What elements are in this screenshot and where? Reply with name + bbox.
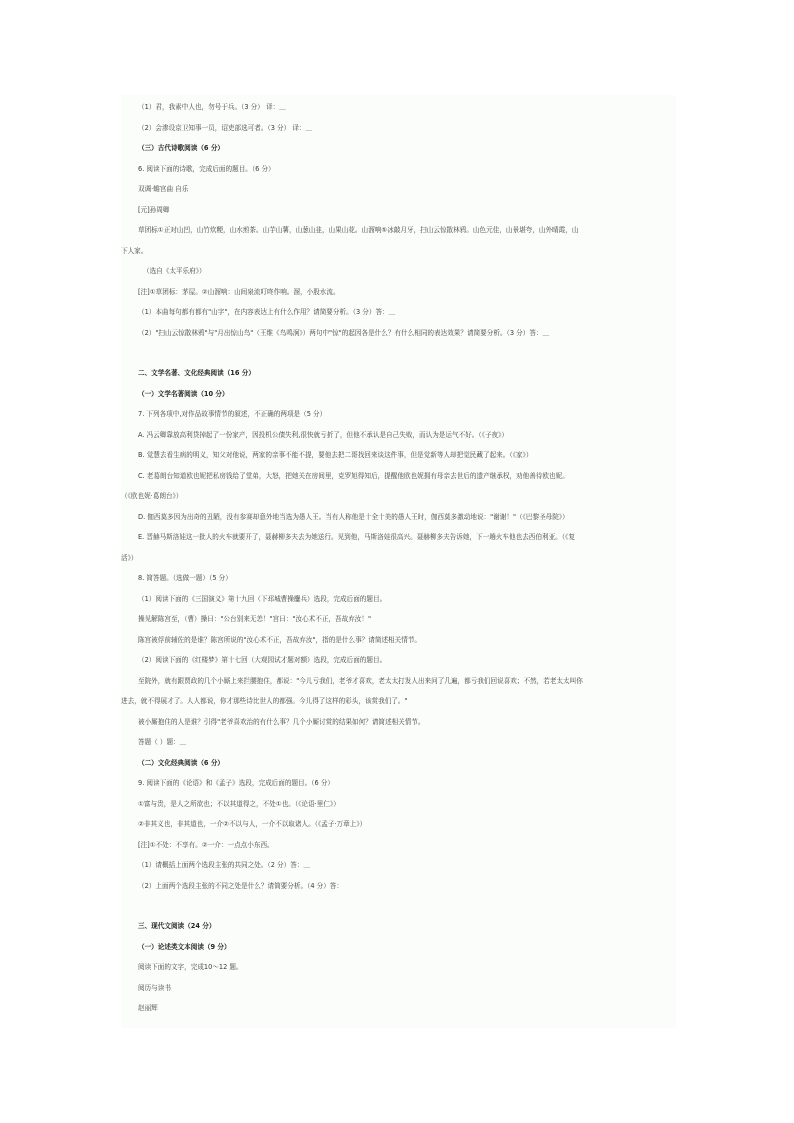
question-8-2-excerpt-continued — [121, 696, 676, 706]
translation-question-1 — [121, 102, 676, 112]
subsection-heading-classics — [121, 758, 676, 768]
line-text: D. 伽西莫多因为出奇的丑陋，没有参赛却意外地当选为愚人王。当有人称他是十全十美的愚人王时，伽西莫多激动地说："谢谢！"（《巴黎圣母院》） — [138, 513, 569, 521]
line-text: 二、文学名著、文化经典阅读（16 分） — [138, 369, 255, 377]
poem-notes — [121, 287, 676, 297]
option-c-continued — [121, 491, 676, 501]
line-text: 被小厮抱住的人是谁？引得"老爷喜欢治的有什么事？几个小厮讨赏的结果如何？请简述相关情节。 — [138, 718, 425, 726]
line-text: [注]①不处：不享有。②一介：一点点小东西。 — [138, 841, 274, 849]
line-text: ②非其义也，非其道也，一介②不以与人，一介不以取诸人。（《孟子·万章上》） — [138, 820, 367, 828]
line-text: 9. 阅读下面的《论语》和《孟子》选段，完成后面的题目。（6 分） — [138, 779, 335, 787]
excerpt-lunyu — [121, 799, 676, 809]
line-text: （1）本曲每句都有都有"山字"，在内容表达上有什么作用？请简要分析。（3 分）答：＿ — [138, 308, 396, 316]
line-text: （一）论述类文本阅读（9 分） — [138, 943, 231, 951]
question-8-1-prompt — [121, 594, 676, 604]
line-text: （1）请概括上面两个选段主张的共同之处。（2 分）答：＿ — [138, 861, 311, 869]
line-text: 陈宫被俘前辅佐的是谁？陈宫所说的"汝心术不正，吾故弃汝"，指的是什么事？请简述相关情节。 — [138, 636, 422, 644]
document-page — [121, 95, 676, 1028]
question-8-1-excerpt — [121, 614, 676, 624]
section-heading-poetry — [121, 143, 676, 153]
question-6-1 — [121, 307, 676, 317]
line-text: （三）古代诗歌阅读（6 分） — [138, 144, 225, 152]
line-text: 答题（ ）题：＿ — [138, 738, 187, 746]
translation-question-2 — [121, 123, 676, 133]
line-text: 阅历与读书 — [138, 984, 171, 992]
line-text: A. 冯云卿靠放高利贷掉起了一份家产，因投机公债失利,很快就亏折了，但他不承认是自己失败，而认为是运气不好。（《子夜》） — [138, 431, 509, 439]
poem-source — [121, 266, 676, 276]
line-text: （2）"扫山云惊散林鸦"与"月出惊山鸟"（王维《鸟鸣涧》）两句中"惊"的起因各是什么？有什么相同的表达效果？请简要分析。（3 分）答：＿ — [138, 329, 550, 337]
line-text: （二）文化经典阅读（6 分） — [138, 759, 225, 767]
article-author — [121, 1003, 676, 1013]
line-text: 活》） — [121, 554, 138, 562]
option-c — [121, 471, 676, 481]
line-text: 双调·蟾宫曲 自乐 — [138, 185, 189, 193]
option-d — [121, 512, 676, 522]
question-6-2 — [121, 328, 676, 338]
question-8-2-ask — [121, 717, 676, 727]
subsection-heading-argumentative — [121, 942, 676, 952]
poem-body-continued — [121, 246, 676, 256]
line-text: （2）上面两个选段主张的不同之处是什么？请简要分析。（4 分）答： — [138, 882, 343, 890]
line-text: 操见解陈宫至，（曹）操曰："公台别来无恙！"宫曰："汝心术不正，吾故弃汝！" — [138, 615, 372, 623]
question-8-2-excerpt — [121, 676, 676, 686]
line-text: [元]孙周卿 — [138, 206, 170, 214]
question-7-prompt — [121, 409, 676, 419]
line-text: E. 晋赫马斯洛娃这一批人的火车就要开了，聂赫柳多夫去为她送行。见到他，马斯洛娃很高兴。聂赫柳多夫告诉她，下一趟火车他也去西伯利亚。（《复 — [138, 533, 575, 541]
excerpt-mengzi — [121, 819, 676, 829]
line-text: （选自《太平乐府》） — [143, 267, 206, 275]
poem-title — [121, 184, 676, 194]
option-e — [121, 532, 676, 542]
line-text: 赵丽辉 — [138, 1004, 158, 1012]
line-text: 草团标①正对山凹，山竹炊粳，山水煎茶。山芋山薯，山葱山韭，山果山花。山溜响⑤冰敲月牙，扫山云惊散林鸦。山色元佳，山景堪夸，山外晴霞，山 — [138, 226, 579, 234]
article-title — [121, 983, 676, 993]
question-8-answer-line — [121, 737, 676, 747]
option-e-continued — [121, 553, 676, 563]
question-9-prompt — [121, 778, 676, 788]
section-heading-literature — [121, 368, 676, 378]
line-text: 至院外，就有跟贾政的几个小厮上来拦腰抱住，都说："今儿亏我们，老爷才喜欢，老太太打发人出来问了几遍，都亏我们回说喜欢；不然，若老太太叫你 — [138, 677, 583, 685]
line-text: [注]①草团标：茅屋。②山溜响：山间泉流叮咚作响。溜，小股水流。 — [138, 288, 340, 296]
excerpt-notes — [121, 840, 676, 850]
line-text: 7. 下列各项中,对作品故事情节的叙述，不正确的两项是（5 分） — [138, 410, 327, 418]
line-text: 8. 简答题。（选做一题）（5 分） — [138, 574, 232, 582]
line-text: 阅读下面的文字，完成10～12 题。 — [138, 963, 243, 971]
line-text: C. 老葛朗台知道欧也妮把私房钱给了堂弟，大怒，把她关在房间里，克罗旭得知后，提醒他欧也妮拥有母亲去世后的遗产继承权，劝他善待欧也妮。 — [138, 472, 569, 480]
line-text: （1）阅读下面的《三国演义》第十九回（下邳城曹操鏖兵）选段，完成后面的题目。 — [138, 595, 387, 603]
question-8-prompt — [121, 573, 676, 583]
line-text: （一）文学名著阅读（10 分） — [138, 390, 229, 398]
option-a — [121, 430, 676, 440]
question-8-1-ask — [121, 635, 676, 645]
line-text: （1）君，我素中人也，勿号于兵。（3 分） 译：＿ — [138, 103, 286, 111]
section-heading-modern-reading — [121, 921, 676, 931]
line-text: 6. 阅读下面的诗歌，完成后面的题目。（6 分） — [138, 165, 275, 173]
line-text: （2）会渗设京卫知事一员，诏吏部选可者。（3 分） 译：＿ — [138, 124, 313, 132]
subsection-heading-masterpieces — [121, 389, 676, 399]
question-9-2 — [121, 881, 676, 891]
line-text: 三、现代文阅读（24 分） — [138, 922, 216, 930]
line-text: （2）阅读下面的《红楼梦》第十七回（大观园试才题对额）选段，完成后面的题目。 — [138, 656, 387, 664]
reading-instruction — [121, 962, 676, 972]
line-text: ①富与贵，是人之所欲也；不以其道得之，不处①也。（《论语·里仁》） — [138, 800, 340, 808]
poem-author — [121, 205, 676, 215]
line-text: （《欧也妮·葛朗台》） — [121, 492, 183, 500]
question-8-2-prompt — [121, 655, 676, 665]
line-text: 下人家。 — [121, 247, 148, 255]
question-9-1 — [121, 860, 676, 870]
line-text: B. 觉慧去看生病的明义，知父对他说，两家的亲事不能不提，要他去把二哥找回来谈这件事，但是觉新等人却把觉民藏了起来。（《家》） — [138, 451, 533, 459]
poem-body — [121, 225, 676, 235]
option-b — [121, 450, 676, 460]
question-6-prompt — [121, 164, 676, 174]
line-text: 进去，就不得展才了。人人都说，你才那些诗比世人的都强。今儿得了这样的彩头，该赏我们了。" — [121, 697, 408, 705]
